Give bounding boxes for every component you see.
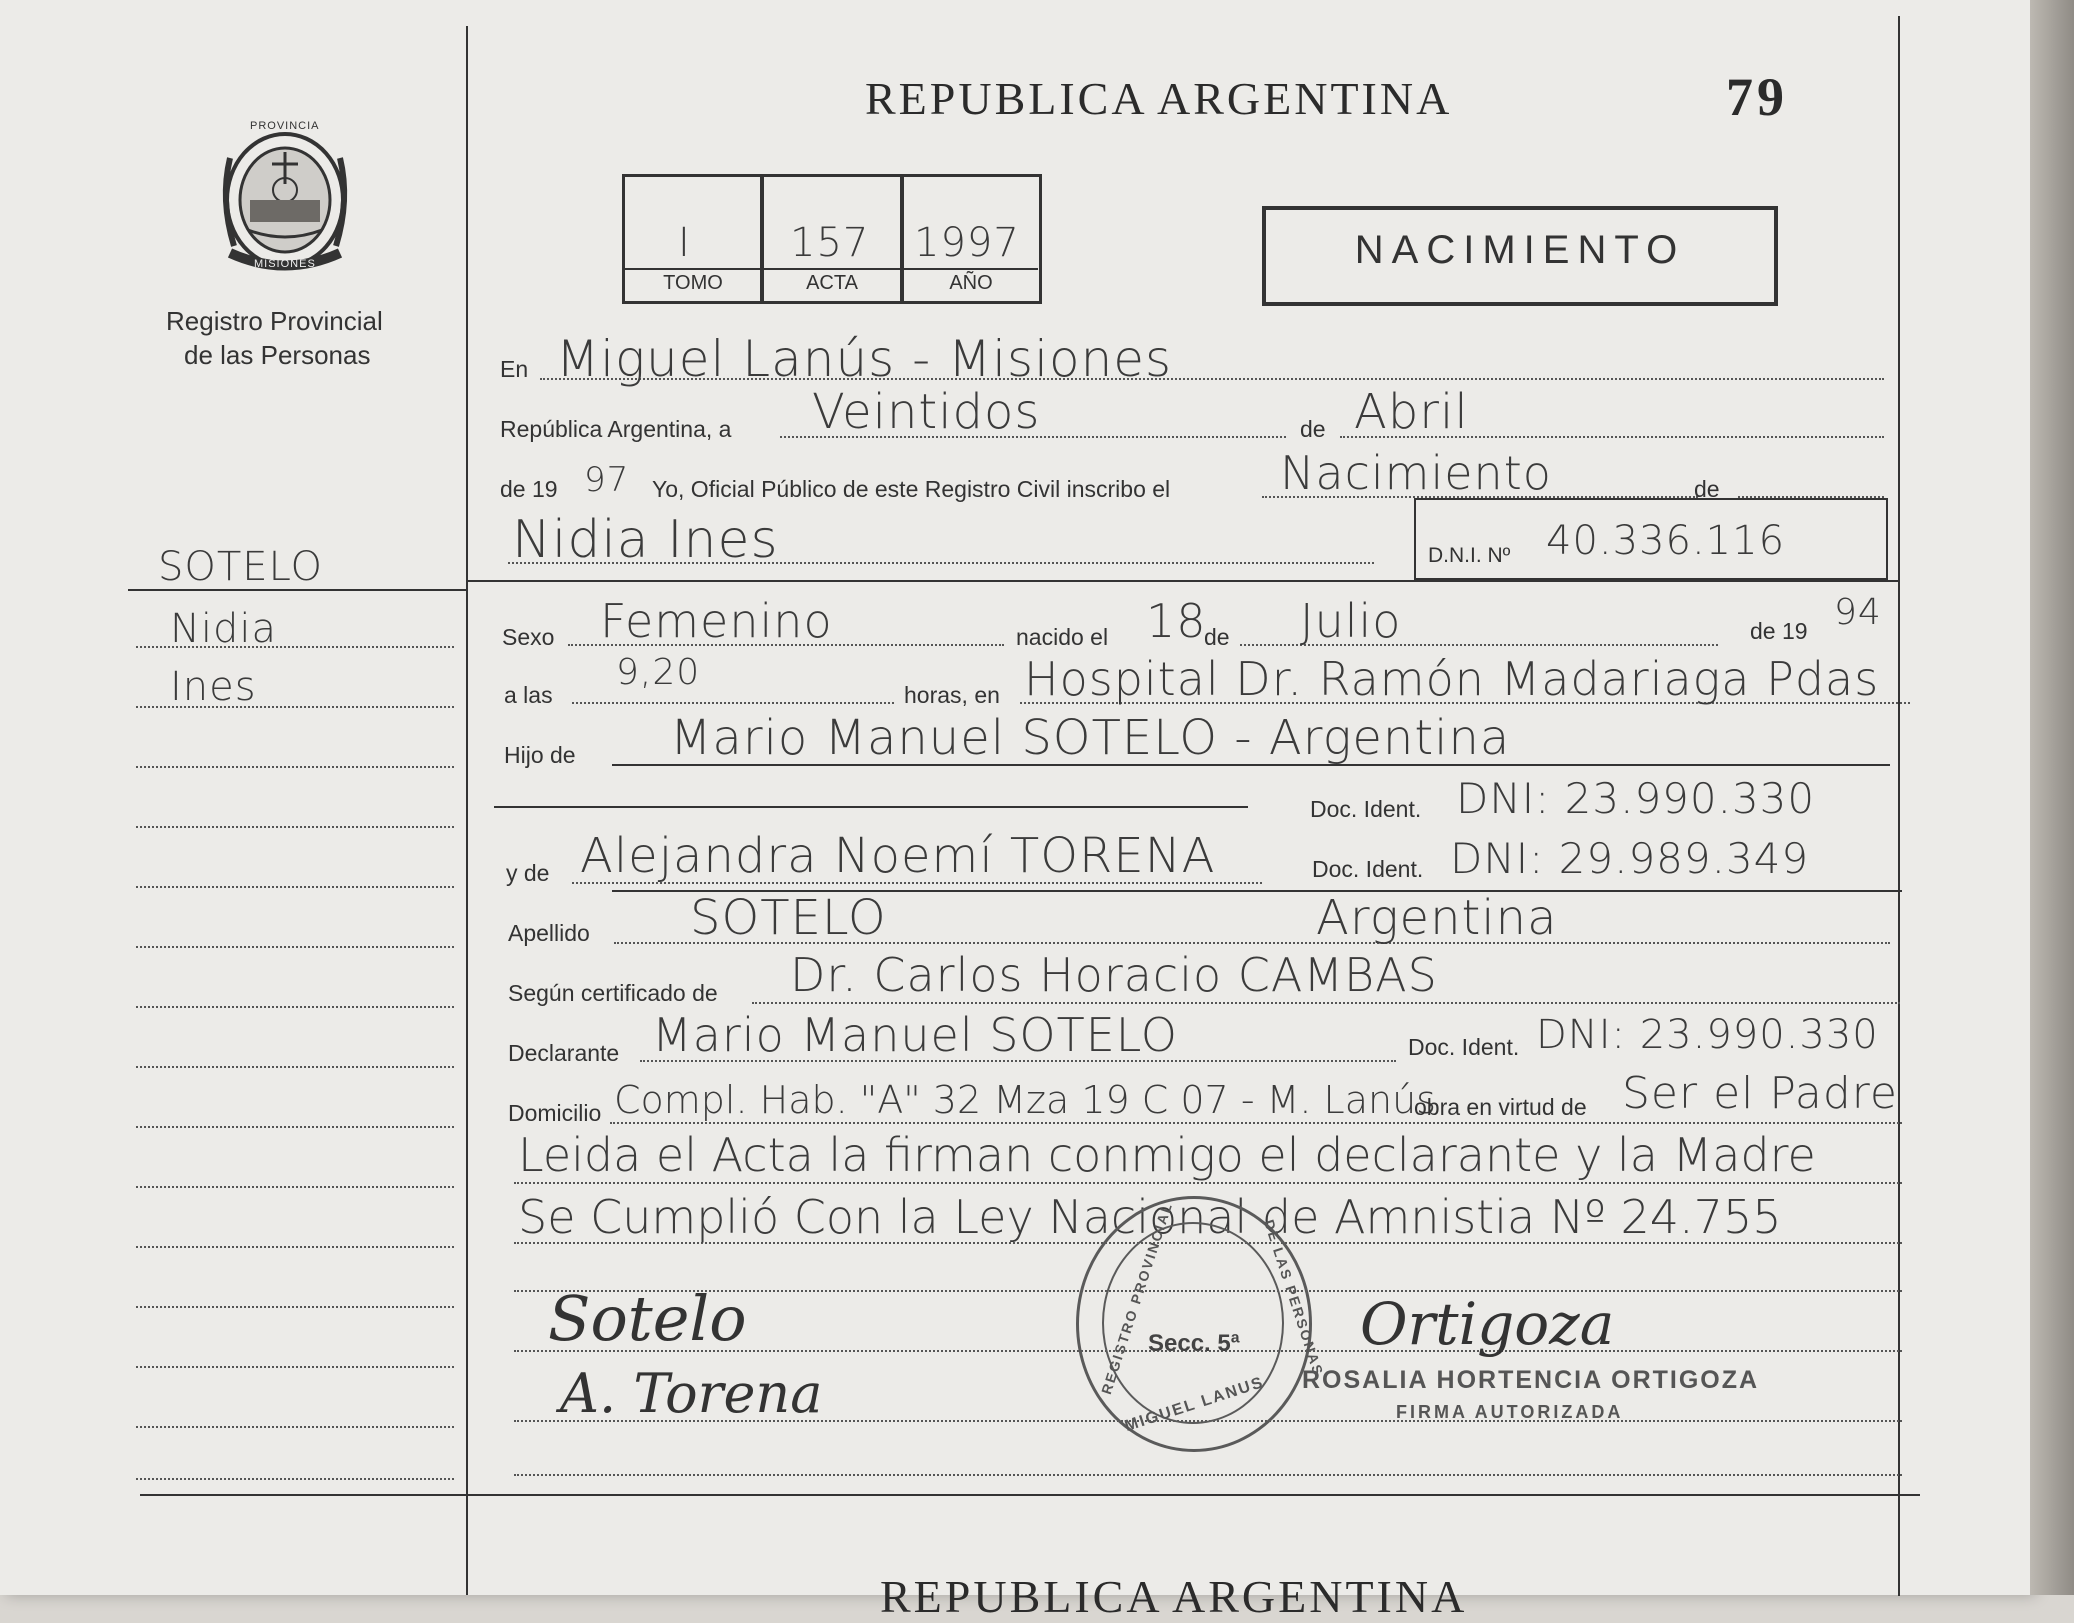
madre-value: Alejandra Noemí TORENA (580, 828, 1216, 884)
margin-line (136, 946, 454, 948)
declarante-value: Mario Manuel SOTELO (652, 1008, 1178, 1062)
yde-label: y de (506, 860, 550, 886)
blank-line (514, 1474, 1902, 1476)
right-border (1898, 16, 1900, 1596)
domicilio-value: Compl. Hab. "A" 32 Mza 19 C 07 - M. Lanús (614, 1078, 1436, 1122)
apellido-nacionalidad: Argentina (1316, 890, 1558, 946)
tomo-value: I (678, 220, 691, 266)
stamp-center: Secc. 5ª (1148, 1330, 1240, 1357)
sexo-value: Femenino (600, 594, 833, 648)
margin-divider (466, 26, 468, 1595)
margin-line (136, 886, 454, 888)
inscribo-value: Nacimiento (1280, 446, 1552, 500)
registry-line-1: Registro Provincial (166, 306, 383, 336)
margin-line (136, 1478, 454, 1480)
next-page-title: REPUBLICA ARGENTINA (880, 1571, 1468, 1622)
margin-line (136, 1066, 454, 1068)
nota-line-1-text: Leida el Acta la firman conmigo el declarante y la Madre (518, 1128, 1816, 1182)
document-type-title: NACIMIENTO (1354, 228, 1686, 272)
margin-line (136, 1246, 454, 1248)
seal-top-text: PROVINCIA (250, 120, 320, 132)
horas-label: horas, en (904, 682, 1000, 708)
padre-doc-label: Doc. Ident. (1310, 796, 1422, 822)
declarante-doc-value: DNI: 23.990.330 (1536, 1012, 1879, 1058)
anio-written: 97 (584, 460, 630, 500)
margin-line (136, 826, 454, 828)
de3-label: de (1204, 624, 1230, 650)
obra-label: obra en virtud de (1414, 1094, 1587, 1120)
margin-line (136, 766, 454, 768)
official-signature: Ortigoza (1360, 1290, 1615, 1358)
padre-doc-line-left (494, 806, 1248, 808)
apellido-value: SOTELO (690, 890, 887, 946)
margin-name-1: Nidia (170, 606, 278, 652)
book-binding-edge (2030, 0, 2074, 1595)
segun-label: Según certificado de (508, 980, 718, 1006)
certificado-line (752, 1002, 1900, 1004)
yo-label: Yo, Oficial Público de este Registro Civil inscribo el (652, 476, 1171, 502)
acta-label: ACTA (806, 272, 858, 294)
margin-name-2: Ines (170, 664, 257, 710)
hora-value: 9,20 (616, 652, 701, 693)
dni-label: D.N.I. Nº (1428, 544, 1511, 567)
official-role: FIRMA AUTORIZADA (1396, 1402, 1624, 1422)
footer-rule (140, 1494, 1920, 1496)
margin-line (136, 1186, 454, 1188)
en-label: En (500, 356, 529, 382)
hora-line (572, 702, 894, 704)
nota-line-2-text: Se Cumplió Con la Ley Nacional de Amnistia Nº 24.755 (518, 1190, 1782, 1244)
nacido-label: nacido el (1016, 624, 1109, 650)
padre-doc-value: DNI: 23.990.330 (1456, 774, 1816, 823)
alas-label: a las (504, 682, 553, 708)
obra-value: Ser el Padre (1622, 1068, 1898, 1119)
declarante-doc-label: Doc. Ident. (1408, 1034, 1520, 1060)
domicilio-line (610, 1122, 1902, 1124)
nacido-dia: 18 (1146, 594, 1207, 648)
margin-line (136, 646, 454, 648)
nota-line-1 (514, 1182, 1902, 1184)
madre-doc-label: Doc. Ident. (1312, 856, 1424, 882)
dni-value: 40.336.116 (1546, 518, 1786, 564)
stamp-text-right: DE LAS PERSONAS (1260, 1217, 1327, 1379)
hijo-label: Hijo de (504, 742, 576, 768)
seal-bottom-text: MISIONES (254, 258, 316, 270)
page-number: 79 (1726, 67, 1788, 127)
registry-line-2: de las Personas (184, 340, 371, 370)
declarant-signature: Sotelo (548, 1282, 747, 1355)
en-value: Miguel Lanús - Misiones (556, 330, 1173, 388)
madre-doc-value: DNI: 29.989.349 (1450, 834, 1810, 883)
margin-surname: SOTELO (158, 544, 323, 590)
stamp-text-left: REGISTRO PROVINCIAL (1097, 1199, 1176, 1397)
country-title: REPUBLICA ARGENTINA (865, 73, 1453, 124)
margin-line (136, 1006, 454, 1008)
padre-value: Mario Manuel SOTELO - Argentina (670, 710, 1511, 766)
mother-signature: A. Torena (560, 1362, 823, 1425)
nacido-anio: 94 (1834, 592, 1882, 633)
stamp-text-bottom: MIGUEL LANUS (1122, 1373, 1267, 1436)
margin-line (136, 1306, 454, 1308)
record-box-divider (624, 268, 1038, 270)
body-header-rule (466, 580, 1900, 582)
acta-value: 157 (790, 220, 870, 266)
mes-value: Abril (1354, 384, 1469, 440)
apellido-label: Apellido (508, 920, 590, 946)
declarante-label: Declarante (508, 1040, 620, 1066)
de2-label: de (1694, 476, 1720, 502)
de1994-label: de 19 (1750, 618, 1808, 644)
margin-line (136, 1366, 454, 1368)
dia-value: Veintidos (812, 384, 1041, 440)
sexo-label: Sexo (502, 624, 555, 650)
nacido-mes: Julio (1300, 594, 1402, 648)
official-name: ROSALIA HORTENCIA ORTIGOZA (1302, 1366, 1760, 1394)
lugar-value: Hospital Dr. Ramón Madariaga Pdas (1024, 652, 1880, 706)
domicilio-label: Domicilio (508, 1100, 602, 1126)
de19-label: de 19 (500, 476, 558, 502)
anio-label: AÑO (949, 272, 993, 294)
tomo-label: TOMO (663, 272, 723, 294)
nombre-value: Nidia Ines (512, 510, 779, 570)
margin-line (136, 706, 454, 708)
margin-line (136, 1426, 454, 1428)
anio-value: 1997 (914, 220, 1020, 266)
de-label: de (1300, 416, 1326, 442)
margin-line (136, 1126, 454, 1128)
republica-label: República Argentina, a (500, 416, 732, 442)
certificado-value: Dr. Carlos Horacio CAMBAS (790, 948, 1438, 1002)
